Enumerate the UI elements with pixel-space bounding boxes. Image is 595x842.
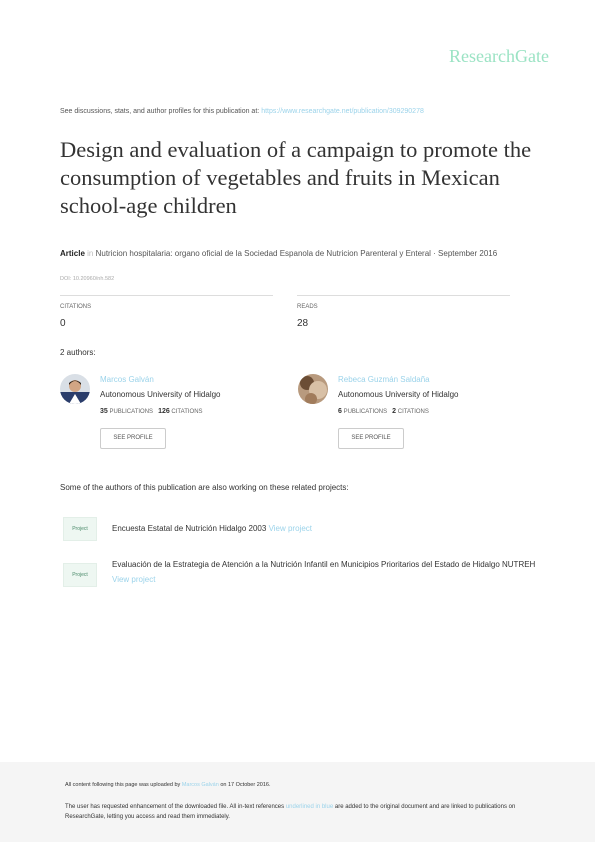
publication-title: Design and evaluation of a campaign to promote the consumption of vegetables and fruits in Mexican school-age children <box>60 137 532 218</box>
doi: DOI: 10.20960/nh.582 <box>60 276 115 282</box>
project-icon: Project <box>63 517 97 541</box>
author-citations-count: 2 <box>392 408 397 415</box>
author-publications-label: PUBLICATIONS <box>343 409 388 415</box>
researchgate-logo[interactable]: ResearchGate <box>449 46 549 66</box>
author-name-link[interactable]: Rebeca Guzmán Saldaña <box>338 375 430 384</box>
author-avatar[interactable] <box>60 374 90 404</box>
note-prefix: The user has requested enhancement of the downloaded file. All in-text references <box>65 804 285 810</box>
view-project-link[interactable]: View project <box>112 575 156 584</box>
note-link[interactable]: underlined in blue <box>285 804 334 810</box>
upload-suffix: on 17 October 2016. <box>220 782 271 788</box>
reads-label: READS <box>297 304 318 310</box>
author-name-link[interactable]: Marcos Galván <box>100 375 154 384</box>
publication-date: September 2016 <box>438 249 498 258</box>
author-citations-count: 126 <box>158 408 170 415</box>
author-institution: Autonomous University of Hidalgo <box>100 390 221 399</box>
project-item <box>112 521 537 536</box>
stats-divider-right <box>297 295 510 296</box>
note-suffix: are added to the original document and are linked to publications on ResearchGate, letting you access and read them immediately. <box>65 804 516 820</box>
publication-url-link[interactable]: https://www.researchgate.net/publication/309290278 <box>261 108 424 115</box>
project-title: Encuesta Estatal de Nutrición Hidalgo 2003 <box>112 524 267 533</box>
uploader-link[interactable]: Marcos Galván <box>181 782 219 788</box>
author-citations-label: CITATIONS <box>397 409 429 415</box>
project-item <box>112 557 537 587</box>
authors-heading: 2 authors: <box>60 348 96 357</box>
reads-count: 28 <box>297 318 309 329</box>
upload-prefix: All content following this page was uploaded by <box>65 782 181 788</box>
citations-count: 0 <box>60 318 66 329</box>
view-project-link[interactable]: View project <box>268 524 312 533</box>
journal-name: Nutricion hospitalaria: organo oficial de la Sociedad Espanola de Nutricion Parenteral y Enteral <box>95 249 431 258</box>
enhancement-note <box>65 802 535 822</box>
publication-type: Article <box>60 249 85 258</box>
stats-divider-left <box>60 295 273 296</box>
discussion-line <box>60 108 424 115</box>
publication-meta: Article in Nutricion hospitalaria: organo oficial de la Sociedad Espanola de Nutricion Parenteral y Enteral · September 2016 <box>60 249 498 258</box>
see-profile-button[interactable]: SEE PROFILE <box>338 428 404 449</box>
author-citations-label: CITATIONS <box>171 409 203 415</box>
author-avatar[interactable] <box>298 374 328 404</box>
author-stats <box>338 408 429 415</box>
related-projects-heading: Some of the authors of this publication are also working on these related projects: <box>60 483 349 492</box>
upload-note <box>65 782 271 788</box>
project-title: Evaluación de la Estrategia de Atención a la Nutrición Infantil en Municipios Prioritarios del Estado de Hidalgo NUTREH <box>112 560 536 569</box>
citations-label: CITATIONS <box>60 304 92 310</box>
meta-separator: in <box>87 249 94 258</box>
author-publications-count: 35 <box>100 408 108 415</box>
author-publications-count: 6 <box>338 408 342 415</box>
author-publications-label: PUBLICATIONS <box>109 409 154 415</box>
author-stats <box>100 408 203 415</box>
project-icon: Project <box>63 563 97 587</box>
author-institution: Autonomous University of Hidalgo <box>338 390 459 399</box>
see-profile-button[interactable]: SEE PROFILE <box>100 428 166 449</box>
discussion-text: See discussions, stats, and author profiles for this publication at: <box>60 108 260 115</box>
